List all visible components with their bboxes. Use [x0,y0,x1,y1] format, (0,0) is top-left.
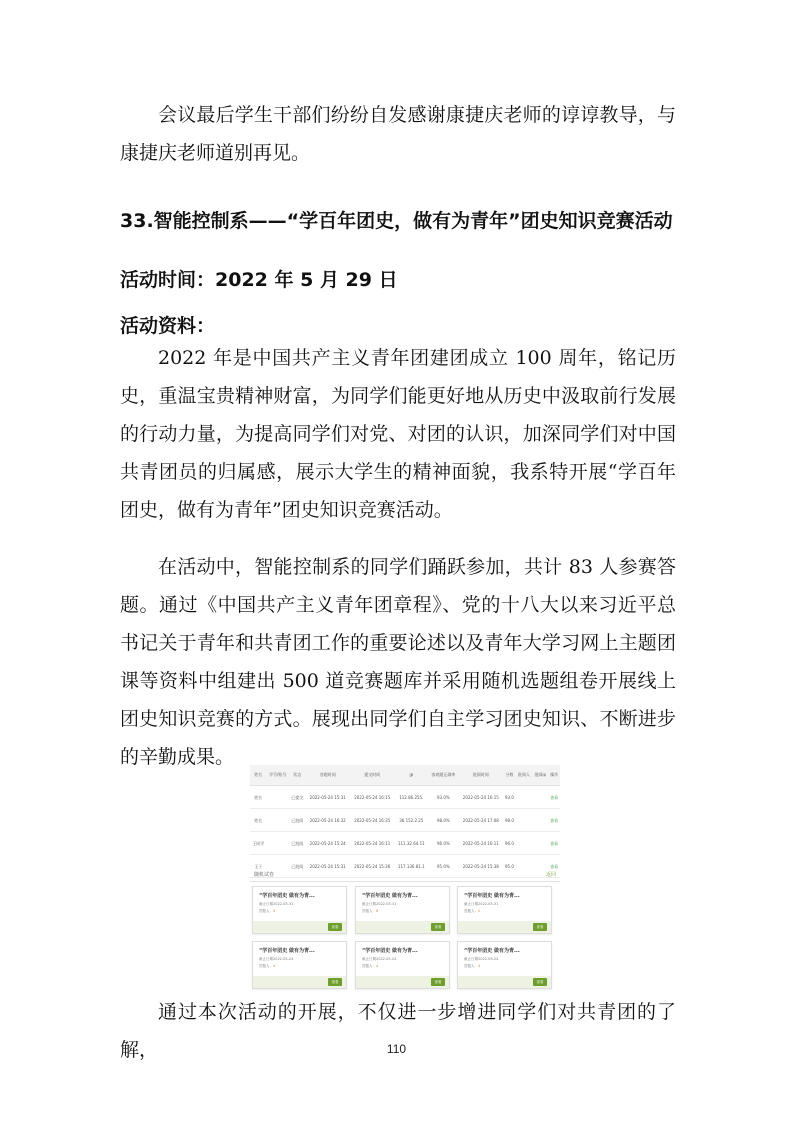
results-table [250,765,560,878]
col-header: 状态 [289,765,305,786]
table-row [250,809,560,832]
cell-score: 93.0 [503,786,516,809]
quiz-card-stat [362,909,378,914]
cell-status: 已提交 [289,786,305,809]
quiz-card[interactable] [457,886,552,934]
quiz-card-title: “学百年团史 做有为青... [362,948,418,954]
quiz-card-footer [458,976,551,988]
cell-review-time: 2022-05-24 17:08 [459,809,504,832]
cell-review-ip [532,832,548,855]
cell-submit-time: 2022-05-24 16:11 [350,832,395,855]
quiz-card-stat [464,909,480,914]
cell-id [266,786,289,809]
quiz-card-stat-label: 答题人： [362,964,376,968]
closing-paragraph: 会议最后学生干部们纷纷自发感谢康捷庆老师的谆谆教导，与康捷庆老师道别再见。 [120,104,676,164]
quiz-card-date: 截止日期2022-05-31 [464,902,499,906]
paragraph-intro: 2022 年是中国共产主义青年团建团成立 100 周年，铭记历史，重温宝贵精神财富，为同学们能更好地从历史中汲取前行发展的行动力量，为提高同学们对党、对团的认识，加深同学们对中国共青团员的归属感，展示大学生的精神面貌，我系特开展“学百年团史，做有为青年”团史知识竞赛活动。 [120,347,676,521]
quiz-card-footer [356,976,449,988]
view-link[interactable]: 查看 [548,809,560,832]
cell-review-ip [532,786,548,809]
cell-score: 95.0 [503,855,516,878]
quiz-card-count: 5 [478,909,481,913]
cell-accuracy: 98.0% [428,809,458,832]
col-header: 操作 [548,765,560,786]
cell-id [266,809,289,832]
view-link[interactable]: 查看 [548,855,560,878]
cell-ip: 111.32.64.11 [395,832,429,855]
quiz-card-footer [356,921,449,933]
quiz-card-stat [259,909,275,914]
back-link[interactable]: 返回 [545,872,556,878]
quiz-list-label: 随机试卷 [254,872,275,878]
quiz-card-title: “学百年团史 做有为青... [362,893,418,899]
col-header: 批阅时间 [459,765,504,786]
cell-submit-time: 2022-05-24 16:15 [350,786,395,809]
quiz-card-date: 截止日期2022-05-24 [362,957,397,961]
col-header: 批阅ip [532,765,548,786]
activity-material-label: 活动资料： [120,315,216,337]
cell-accuracy: 93.0% [428,786,458,809]
table-row [250,786,560,809]
quiz-card-count: 9 [273,909,276,913]
paragraph-conclusion: 通过本次活动的开展，不仅进一步增进同学们对共青团的了解， [120,1001,676,1061]
paragraph-process: 在活动中，智能控制系的同学们踊跃参加，共计 83 人参赛答题。通过《中国共产主义青年团章程》、党的十八大以来习近平总书记关于青年和共青团工作的重要论述以及青年大学习网上主题团课等资料中组建出 500 道竞赛题库并采用随机选题组卷开展线上团史知识竞赛的方式。展现出同学们自主学习团史知识、不断进步的辛勤成果。 [120,556,676,768]
cell-name: 王同学 [250,832,266,855]
quiz-card-view-button[interactable]: 查看 [328,978,342,986]
quiz-card-stat-label: 答题人： [259,909,273,913]
cell-status: 已批阅 [289,832,305,855]
cell-status: 已批阅 [289,855,305,878]
cell-answer-time: 2022-05-24 16:32 [305,809,350,832]
quiz-card-stat [259,964,275,969]
quiz-card-stat-label: 答题人： [464,909,478,913]
cell-answer-time: 2022-05-24 15:31 [305,855,350,878]
col-header: 姓名 [250,765,266,786]
quiz-card-title: “学百年团史 做有为青... [259,893,315,899]
quiz-card-view-button[interactable]: 查看 [533,923,547,931]
col-header: 批阅人 [516,765,532,786]
cell-answer-time: 2022-05-24 15:24 [305,832,350,855]
cell-review-ip [532,809,548,832]
quiz-card-title: “学百年团史 做有为青... [464,893,520,899]
col-header: 答题时间 [305,765,350,786]
cell-name: 姓名 [250,809,266,832]
quiz-card-stat-label: 答题人： [362,909,376,913]
quiz-card-view-button[interactable]: 查看 [328,923,342,931]
quiz-card-footer [253,921,346,933]
quiz-card-stat [362,964,378,969]
cell-review-time: 2022-05-24 15:38 [459,855,504,878]
quiz-card[interactable] [252,886,347,934]
quiz-card-date: 截止日期2022-05-31 [362,902,397,906]
view-link[interactable]: 查看 [548,786,560,809]
quiz-card[interactable] [252,941,347,989]
cell-score: 98.0 [503,809,516,832]
results-header-row [250,765,560,786]
quiz-card-stat [464,964,480,969]
col-header: 学号/账号 [266,765,289,786]
col-header: IP [395,765,429,786]
cell-ip: 117.136.81.1 [395,855,429,878]
cell-reviewer [516,786,532,809]
activity-time: 活动时间：2022 年 5 月 29 日 [120,269,398,291]
cell-ip: 36.152.2.25 [395,809,429,832]
quiz-list-header [250,869,560,882]
section-title: 33.智能控制系——“学百年团史，做有为青年”团史知识竞赛活动 [120,210,673,232]
cell-status: 已批阅 [289,809,305,832]
cell-ip: 112.86.255. [395,786,429,809]
cell-answer-time: 2022-05-24 15:31 [305,786,350,809]
cell-reviewer [516,832,532,855]
col-header: 提交时间 [350,765,395,786]
quiz-card-date: 截止日期2022-05-31 [259,902,294,906]
quiz-card-view-button[interactable]: 查看 [431,923,445,931]
activity-screenshot [250,765,560,991]
cell-name: 姓名 [250,786,266,809]
cell-accuracy: 96.0% [428,832,458,855]
quiz-card-stat-label: 答题人： [259,964,273,968]
col-header: 客观题正确率 [428,765,458,786]
quiz-card-title: “学百年团史 做有为青... [464,948,520,954]
quiz-card-stat-label: 答题人： [464,964,478,968]
quiz-card-footer [458,921,551,933]
quiz-card-view-button[interactable]: 查看 [533,978,547,986]
cell-id [266,832,289,855]
page-number: 110 [386,1042,407,1056]
cell-reviewer [516,809,532,832]
table-row [250,832,560,855]
cell-submit-time: 2022-05-24 16:35 [350,809,395,832]
quiz-card[interactable] [355,941,450,989]
quiz-card-view-button[interactable]: 查看 [431,978,445,986]
quiz-card[interactable] [355,886,450,934]
view-link[interactable]: 查看 [548,832,560,855]
cell-review-time: 2022-05-24 16:15 [459,786,504,809]
quiz-card-date: 截止日期2022-05-24 [259,957,294,961]
cell-name: 王子 [250,855,266,878]
cell-score: 96.0 [503,832,516,855]
quiz-card-count: 4 [478,964,481,968]
quiz-card-count: 4 [273,964,276,968]
cell-review-time: 2022-05-24 16:11 [459,832,504,855]
cell-submit-time: 2022-05-24 15:36 [350,855,395,878]
cell-accuracy: 95.0% [428,855,458,878]
quiz-card-count: 8 [376,909,379,913]
quiz-card-title: “学百年团史 做有为青... [259,948,315,954]
quiz-card-date: 截止日期2022-05-24 [464,957,499,961]
quiz-card-footer [253,976,346,988]
quiz-card[interactable] [457,941,552,989]
quiz-card-count: 4 [376,964,379,968]
col-header: 分数 [503,765,516,786]
